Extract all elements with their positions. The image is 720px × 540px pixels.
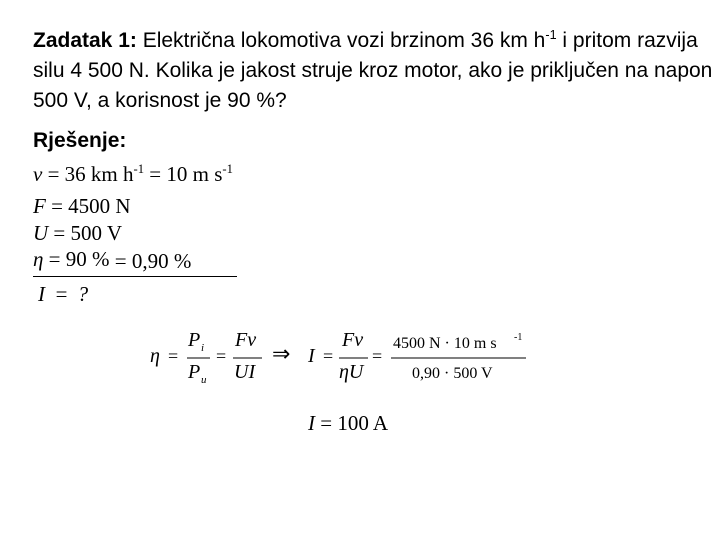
velocity-symbol: v bbox=[33, 162, 43, 186]
formula-eq-2: = bbox=[216, 346, 227, 366]
result-value: = 100 A bbox=[315, 411, 389, 435]
voltage-symbol: U bbox=[33, 221, 49, 245]
formula-eq-3: = bbox=[323, 346, 334, 366]
force-value: = 4500 N bbox=[45, 194, 131, 218]
formula-eta: η bbox=[150, 345, 160, 367]
efficiency-conversion: = 0,90 % bbox=[109, 249, 192, 273]
efficiency-value: = 90 % bbox=[43, 247, 110, 271]
efficiency-symbol: η bbox=[33, 247, 44, 271]
formula-Fv: Fv bbox=[235, 329, 257, 351]
formula-numerator: 4500 N · 10 m s bbox=[393, 335, 497, 352]
current-symbol: I bbox=[38, 282, 47, 306]
velocity-value-1: = 36 km h bbox=[42, 162, 134, 186]
efficiency-formula bbox=[150, 328, 540, 390]
formula-etaU: ηU bbox=[339, 361, 364, 383]
velocity-value-2: = 10 m s bbox=[144, 162, 223, 186]
formula-eq-1: = bbox=[168, 346, 179, 366]
formula-Pu-sub: u bbox=[201, 374, 207, 386]
formula-numerator-exp: -1 bbox=[514, 332, 523, 343]
result-current bbox=[308, 411, 388, 436]
voltage-value: = 500 V bbox=[48, 221, 123, 245]
solution-heading: Rješenje: bbox=[33, 129, 127, 152]
force-symbol: F bbox=[33, 194, 46, 218]
unknown-current bbox=[38, 282, 90, 307]
problem-label: Zadatak 1: bbox=[33, 29, 137, 52]
problem-statement bbox=[33, 26, 713, 116]
formula-I: I bbox=[308, 345, 315, 367]
implies-arrow: ⇒ bbox=[272, 341, 291, 366]
formula-eq-4: = bbox=[372, 346, 383, 366]
formula-UI: UI bbox=[234, 361, 256, 383]
formula-Pu: P bbox=[188, 361, 201, 383]
given-force bbox=[33, 194, 131, 219]
current-unknown: = ? bbox=[47, 282, 91, 306]
divider-line bbox=[33, 276, 237, 277]
formula-Fv-2: Fv bbox=[342, 329, 364, 351]
velocity-exp-2: -1 bbox=[222, 162, 233, 176]
problem-text-2: i pritom razvija silu 4 500 N. Kolika je jakost struje kroz motor, ako je priključen na napon 500 V, a korisnost je 90 %? bbox=[33, 29, 713, 112]
formula-denominator: 0,90 · 500 V bbox=[412, 365, 493, 382]
formula-Pi: P bbox=[188, 329, 201, 351]
given-efficiency bbox=[33, 247, 191, 272]
formula-Pi-sub: i bbox=[201, 342, 205, 354]
given-velocity bbox=[33, 162, 233, 187]
velocity-exp-1: -1 bbox=[133, 162, 145, 176]
result-symbol: I bbox=[308, 411, 315, 435]
given-voltage bbox=[33, 221, 122, 246]
problem-text-1: Električna lokomotiva vozi brzinom 36 km h bbox=[136, 29, 546, 52]
problem-exponent: -1 bbox=[545, 28, 557, 42]
